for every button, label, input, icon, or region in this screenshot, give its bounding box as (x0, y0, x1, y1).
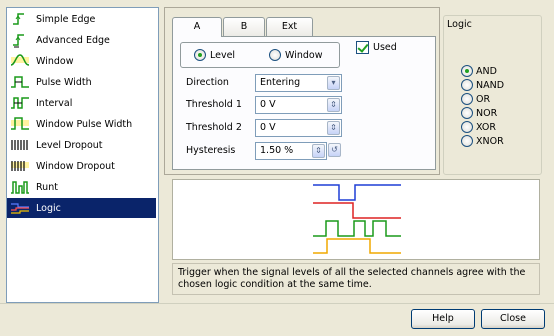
reset-icon[interactable]: ↺ (328, 143, 341, 157)
threshold2-value: 0 V (260, 122, 276, 133)
logic-xnor-radio[interactable] (461, 135, 473, 147)
used-label: Used (373, 42, 397, 53)
spinner-icon[interactable]: ⇕ (327, 98, 340, 112)
logic-option-or[interactable] (461, 92, 490, 106)
used-checkbox-row[interactable] (356, 41, 397, 54)
trigger-type-window-pulse-width[interactable] (7, 114, 156, 134)
logic-option-label: XNOR (476, 135, 504, 147)
chevron-down-icon[interactable]: ▾ (327, 76, 340, 90)
trigger-type-window-dropout[interactable] (7, 156, 156, 176)
help-button[interactable] (411, 309, 475, 329)
trigger-type-logic[interactable] (7, 198, 156, 218)
threshold1-label: Threshold 1 (186, 99, 242, 110)
used-checkbox[interactable] (356, 41, 369, 54)
logic-and-radio[interactable] (461, 65, 473, 77)
trigger-type-label: Interval (36, 97, 73, 109)
mode-window-option[interactable] (269, 49, 322, 61)
logic-option-nand[interactable] (461, 78, 504, 92)
close-button-label: Close (500, 313, 526, 324)
logic-option-label: NAND (476, 79, 505, 91)
trigger-type-label: Pulse Width (36, 76, 92, 88)
threshold2-input[interactable] (255, 119, 342, 137)
logic-icon (10, 200, 30, 216)
hysteresis-value: 1.50 % (260, 145, 294, 156)
tab-a[interactable] (172, 17, 222, 37)
window-radio[interactable] (269, 49, 281, 61)
trigger-type-window[interactable] (7, 51, 156, 71)
logic-option-xor[interactable] (461, 120, 496, 134)
trigger-type-label: Window Pulse Width (36, 118, 133, 130)
threshold1-value: 0 V (260, 99, 276, 110)
window-dropout-icon (10, 158, 30, 174)
trigger-type-label: Runt (36, 181, 58, 193)
trigger-type-label: Logic (36, 202, 61, 214)
window-icon (10, 53, 30, 69)
trigger-type-label: Level Dropout (36, 139, 103, 151)
threshold2-label: Threshold 2 (186, 122, 242, 133)
spinner-icon[interactable]: ⇕ (312, 144, 325, 158)
interval-icon (10, 95, 30, 111)
tab-label: A (193, 21, 201, 32)
tab-b[interactable] (223, 17, 265, 36)
logic-option-label: OR (476, 93, 491, 105)
direction-label: Direction (186, 77, 229, 88)
logic-option-label: AND (476, 65, 497, 77)
threshold1-input[interactable] (255, 96, 342, 114)
logic-option-and[interactable] (461, 64, 497, 78)
logic-group-title: Logic (447, 19, 472, 30)
trigger-type-level-dropout[interactable] (7, 135, 156, 155)
simple-edge-icon (10, 11, 30, 27)
tab-ext[interactable] (266, 17, 313, 36)
logic-waveform-diagram (172, 179, 540, 260)
level-radio[interactable] (194, 49, 206, 61)
tab-label: B (240, 21, 248, 32)
logic-option-nor[interactable] (461, 106, 497, 120)
green-waveform (313, 221, 401, 236)
advanced-edge-icon (10, 32, 30, 48)
direction-select[interactable] (255, 74, 342, 92)
trigger-type-label: Window Dropout (36, 160, 115, 172)
logic-nand-radio[interactable] (461, 79, 473, 91)
divider (0, 303, 554, 304)
trigger-type-interval[interactable] (7, 93, 156, 113)
direction-value: Entering (260, 77, 301, 88)
help-button-label: Help (432, 313, 454, 324)
trigger-type-pulse-width[interactable] (7, 72, 156, 92)
red-waveform (313, 203, 401, 218)
trigger-type-label: Window (36, 55, 74, 67)
spinner-icon[interactable]: ⇕ (327, 121, 340, 135)
trigger-type-label: Simple Edge (36, 13, 96, 25)
waveform-svg (173, 180, 539, 259)
logic-option-label: XOR (476, 121, 496, 133)
logic-option-label: NOR (476, 107, 498, 119)
blue-waveform (313, 185, 401, 200)
level-dropout-icon (10, 137, 30, 153)
logic-group (443, 15, 542, 175)
hysteresis-input[interactable] (255, 142, 327, 160)
pulse-width-icon (10, 74, 30, 90)
tab-label: Ext (281, 21, 298, 32)
runt-icon (10, 179, 30, 195)
trigger-type-runt[interactable] (7, 177, 156, 197)
trigger-type-label: Advanced Edge (36, 34, 110, 46)
trigger-description: Trigger when the signal levels of all the selected channels agree with the chosen logic condition at the same time. (172, 263, 540, 295)
logic-option-xnor[interactable] (461, 134, 504, 148)
close-button[interactable] (481, 309, 545, 329)
trigger-type-advanced-edge[interactable] (7, 30, 156, 50)
level-label: Level (210, 49, 236, 61)
window-pulse-width-icon (10, 116, 30, 132)
orange-waveform (313, 239, 401, 253)
trigger-type-simple-edge[interactable] (7, 9, 156, 29)
logic-nor-radio[interactable] (461, 107, 473, 119)
hysteresis-label: Hysteresis (186, 145, 236, 156)
logic-xor-radio[interactable] (461, 121, 473, 133)
logic-or-radio[interactable] (461, 93, 473, 105)
window-label: Window (285, 49, 323, 61)
mode-level-option[interactable] (194, 49, 235, 61)
